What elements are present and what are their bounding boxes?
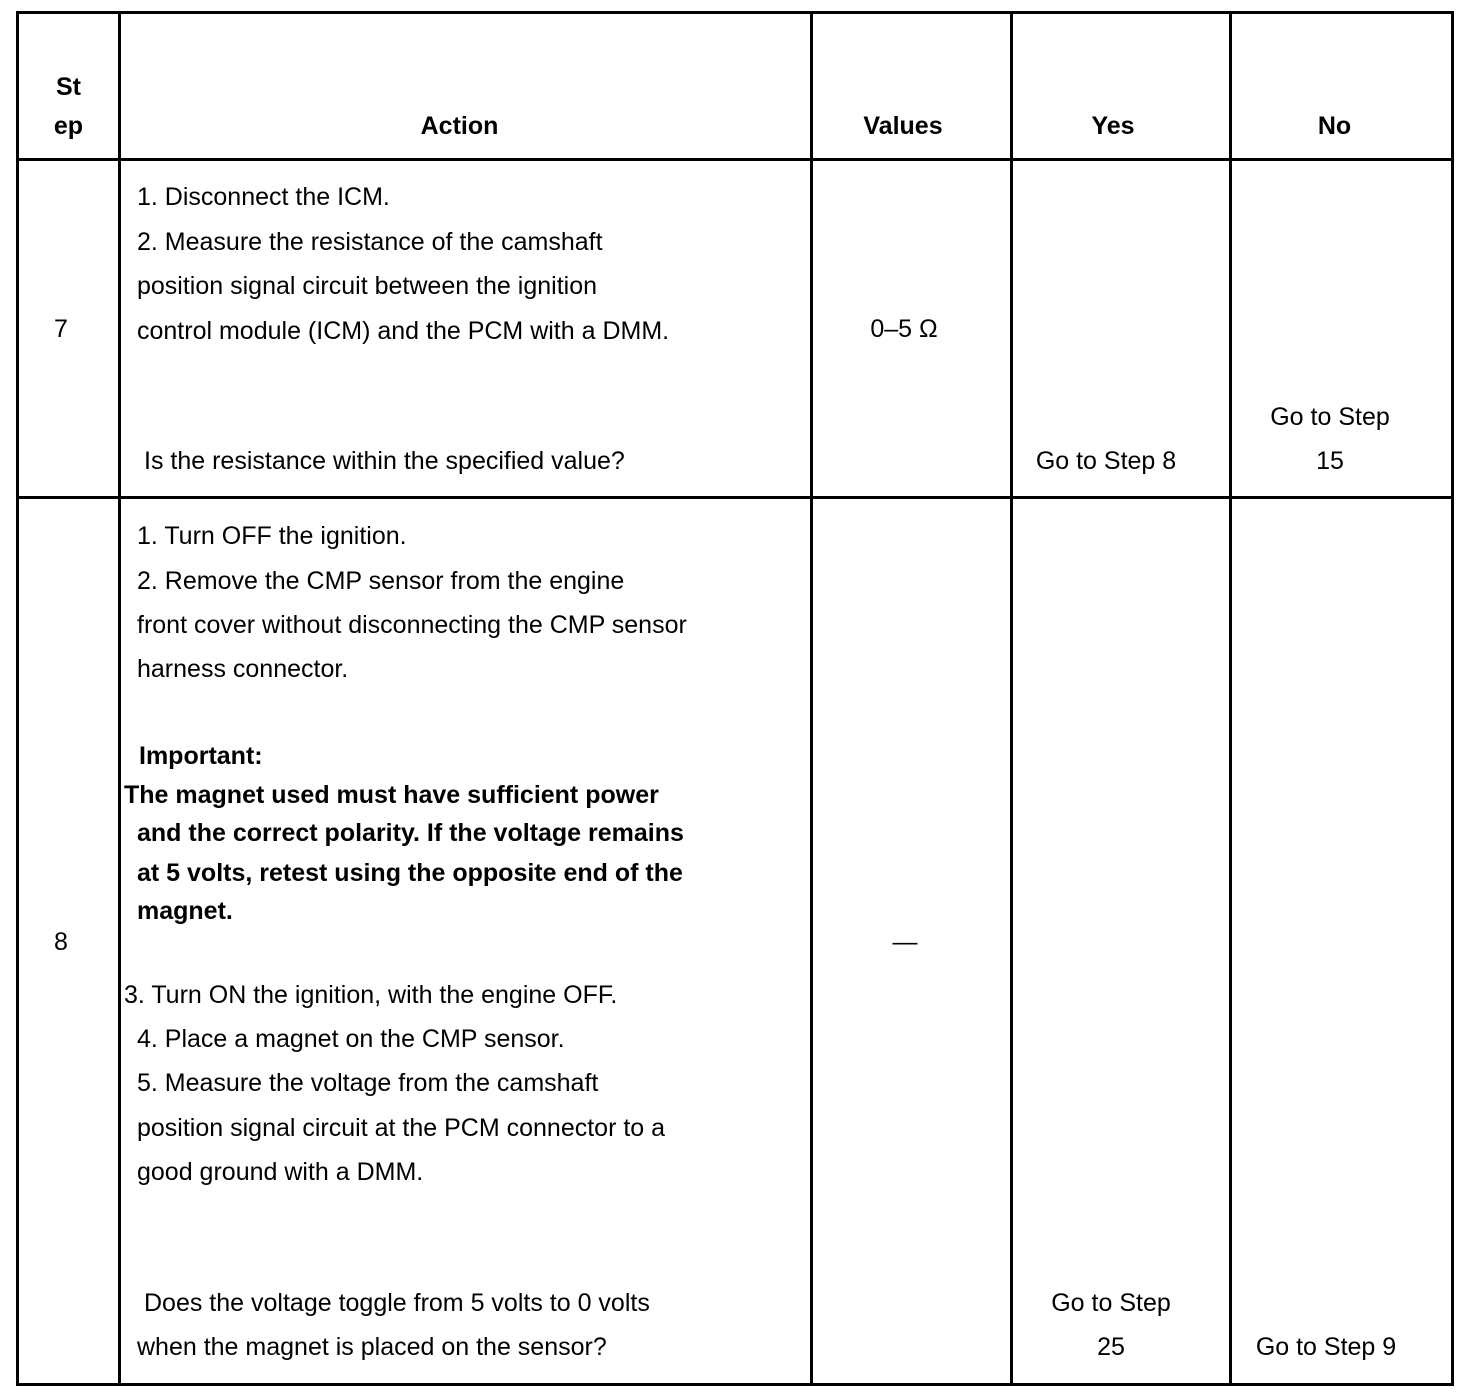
row8-important-line: magnet.: [137, 897, 233, 925]
row8-question-line: when the magnet is placed on the sensor?: [137, 1333, 607, 1361]
row8-action-line: position signal circuit at the PCM connector to a: [137, 1114, 666, 1142]
row7-action-line: position signal circuit between the ignition: [137, 272, 597, 300]
row7-question: Is the resistance within the specified value?: [144, 447, 625, 475]
row-7-divider: [16, 496, 1454, 499]
row8-important-line: The magnet used must have sufficient power: [124, 781, 659, 809]
row8-important-line: and the correct polarity. If the voltage remains: [137, 819, 684, 847]
header-action: Action: [420, 112, 499, 140]
header-step-line1: St: [56, 73, 81, 101]
row7-step: 7: [54, 315, 68, 343]
table-border-right: [1451, 11, 1454, 1386]
row8-action-line: 3. Turn ON the ignition, with the engine OFF.: [124, 981, 618, 1009]
header-no: No: [1317, 112, 1352, 140]
column-divider-step: [118, 11, 121, 1386]
row8-yes-line2: 25: [1097, 1333, 1125, 1361]
header-values: Values: [863, 112, 943, 140]
row8-action-line: 5. Measure the voltage from the camshaft: [137, 1069, 599, 1097]
header-step-line2: ep: [53, 112, 84, 140]
row8-value: —: [892, 928, 918, 956]
row8-important-label: Important:: [139, 742, 263, 770]
row7-action-line: control module (ICM) and the PCM with a DMM.: [137, 317, 670, 345]
header-yes: Yes: [1091, 112, 1135, 140]
row7-action-line: 1. Disconnect the ICM.: [137, 183, 390, 211]
row7-action-line: 2. Measure the resistance of the camshaft: [137, 228, 603, 256]
row8-action-line: front cover without disconnecting the CMP sensor: [137, 611, 687, 639]
row8-action-line: 4. Place a magnet on the CMP sensor.: [137, 1025, 565, 1053]
row7-no-line1: Go to Step: [1270, 403, 1390, 431]
row7-value: 0–5 Ω: [870, 315, 938, 343]
table-border-left: [16, 11, 19, 1386]
row7-no-line2: 15: [1316, 447, 1344, 475]
row8-question-line: Does the voltage toggle from 5 volts to 0 volts: [144, 1289, 650, 1317]
row8-action-line: good ground with a DMM.: [137, 1158, 424, 1186]
table-border-bottom: [16, 1383, 1454, 1386]
column-divider-action: [810, 11, 813, 1386]
row8-action-line: 1. Turn OFF the ignition.: [137, 522, 407, 550]
row8-no: Go to Step 9: [1255, 1333, 1397, 1361]
row8-yes-line1: Go to Step: [1051, 1289, 1171, 1317]
row8-step: 8: [54, 928, 68, 956]
column-divider-yes: [1229, 11, 1232, 1386]
column-divider-values: [1010, 11, 1013, 1386]
header-row-divider: [16, 158, 1454, 161]
row8-action-line: harness connector.: [137, 655, 349, 683]
row8-important-line: at 5 volts, retest using the opposite end of the: [137, 859, 683, 887]
row8-action-line: 2. Remove the CMP sensor from the engine: [137, 567, 625, 595]
row7-yes: Go to Step 8: [1035, 447, 1177, 475]
table-border-top: [16, 11, 1454, 14]
